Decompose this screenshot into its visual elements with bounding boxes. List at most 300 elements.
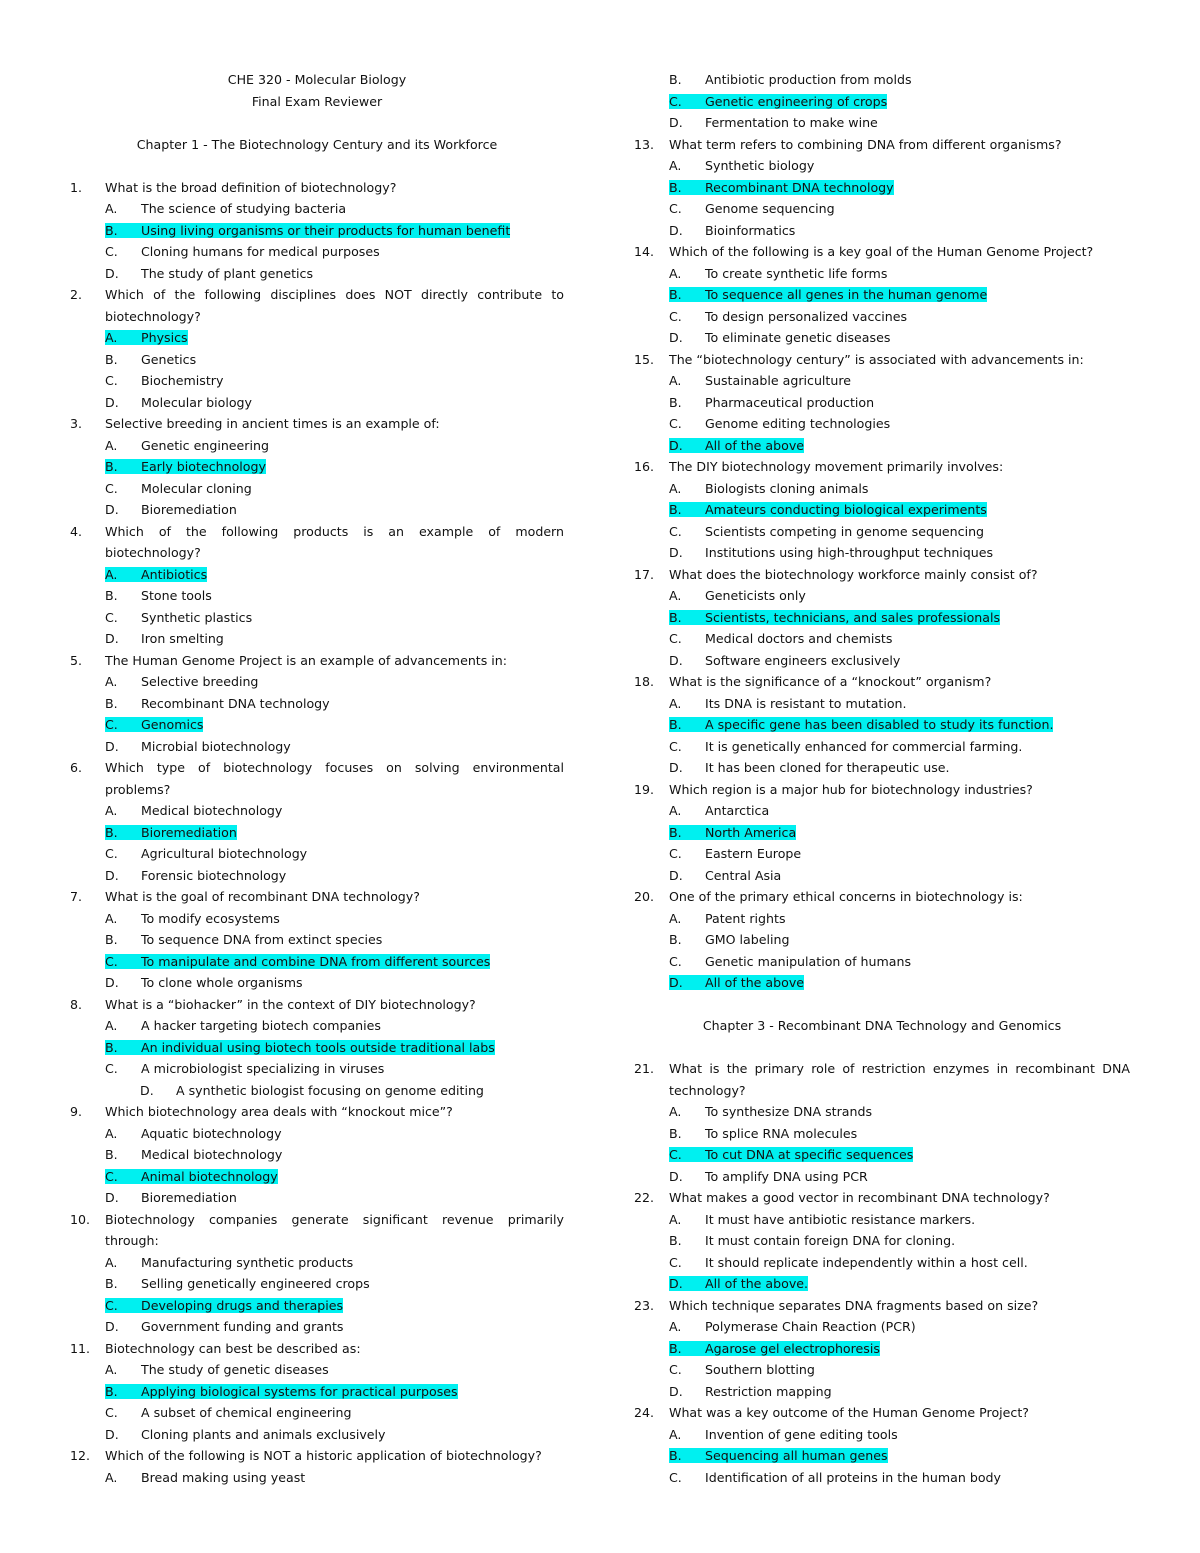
option-text: Genome editing technologies <box>705 416 891 431</box>
question-number: 5. <box>70 652 83 668</box>
option-letter: C. <box>105 717 118 732</box>
option <box>634 112 1130 134</box>
option <box>634 327 1130 349</box>
question <box>634 349 1130 371</box>
question-number: 11. <box>70 1340 91 1356</box>
option-letter: D. <box>669 437 683 453</box>
question-number: 18. <box>634 674 655 689</box>
question-text: Which type of biotechnology focuses on solving environmental problems? <box>105 760 564 797</box>
option <box>634 650 1130 672</box>
option-letter: B. <box>669 394 682 410</box>
option-answer <box>70 1381 564 1403</box>
option-text: Government funding and grants <box>141 1319 344 1334</box>
option-text: Animal biotechnology <box>141 1168 278 1184</box>
option-letter: A. <box>105 566 118 582</box>
option-text: It has been cloned for therapeutic use. <box>705 760 950 775</box>
option <box>70 908 564 930</box>
option <box>70 478 564 500</box>
option-letter: D. <box>669 1383 683 1399</box>
option-letter: B. <box>669 932 682 947</box>
question <box>70 994 564 1016</box>
question <box>634 134 1130 156</box>
option-answer <box>634 1445 1130 1467</box>
option-text: To cut DNA at specific sequences <box>705 1147 914 1162</box>
option-text: Applying biological systems for practical purposes <box>141 1383 458 1399</box>
option <box>70 1252 564 1274</box>
question-text: Biotechnology can best be described as: <box>105 1340 361 1356</box>
option-letter: B. <box>669 502 682 517</box>
question <box>634 1295 1130 1317</box>
question-number: 13. <box>634 136 655 152</box>
option-answer <box>70 714 564 736</box>
option-answer <box>70 1295 564 1317</box>
question-text: Which technique separates DNA fragments based on size? <box>669 1297 1039 1313</box>
option <box>634 585 1130 607</box>
option-letter: B. <box>105 1039 118 1055</box>
option <box>70 1424 564 1446</box>
option <box>70 693 564 715</box>
option <box>70 972 564 994</box>
option <box>634 757 1130 779</box>
option <box>634 155 1130 177</box>
option <box>634 521 1130 543</box>
option <box>634 1359 1130 1381</box>
question <box>70 757 564 800</box>
option-letter: C. <box>105 244 118 259</box>
option-letter: A. <box>105 674 118 689</box>
option-text: Developing drugs and therapies <box>141 1297 344 1313</box>
option-text: Recombinant DNA technology <box>141 695 330 711</box>
option-text: A specific gene has been disabled to study its function. <box>705 717 1054 732</box>
option-answer <box>634 435 1130 457</box>
option-letter: B. <box>669 287 682 302</box>
option-letter: C. <box>669 1254 682 1270</box>
option-text: Amateurs conducting biological experiments <box>705 502 987 517</box>
option-letter: A. <box>105 330 118 345</box>
option <box>70 392 564 414</box>
option-letter: B. <box>669 824 682 840</box>
option <box>70 263 564 285</box>
question-number: 24. <box>634 1405 655 1420</box>
question <box>634 1402 1130 1424</box>
question-number: 3. <box>70 416 83 431</box>
option-letter: D. <box>105 1190 119 1205</box>
option <box>634 1381 1130 1403</box>
option-answer <box>634 1144 1130 1166</box>
option <box>634 1123 1130 1145</box>
option-letter: B. <box>105 459 118 474</box>
option-answer <box>70 220 564 242</box>
option <box>634 413 1130 435</box>
question-number: 1. <box>70 179 83 195</box>
option-text: To modify ecosystems <box>141 910 280 926</box>
option <box>634 843 1130 865</box>
question-number: 22. <box>634 1190 655 1205</box>
question-text: The “biotechnology century” is associated with advancements in: <box>669 351 1084 367</box>
option-letter: C. <box>669 523 682 539</box>
option-letter: D. <box>669 1168 683 1184</box>
option-text: Eastern Europe <box>705 846 802 861</box>
option-letter: B. <box>105 695 118 711</box>
option <box>70 198 564 220</box>
option-text: To eliminate genetic diseases <box>705 330 891 345</box>
option-text: The science of studying bacteria <box>141 201 347 216</box>
option-letter: D. <box>105 1319 119 1334</box>
question <box>70 1445 564 1467</box>
question-number: 16. <box>634 459 655 474</box>
option-text: Scientists, technicians, and sales professionals <box>705 609 1001 625</box>
option-text: A subset of chemical engineering <box>141 1405 352 1420</box>
option-text: Biochemistry <box>141 373 224 388</box>
option-letter: A. <box>105 803 118 818</box>
option-text: Recombinant DNA technology <box>705 179 894 195</box>
option-letter: C. <box>669 846 682 861</box>
option <box>634 306 1130 328</box>
option-letter: C. <box>669 738 682 754</box>
option-letter: D. <box>105 265 119 281</box>
option-text: Synthetic biology <box>705 158 815 173</box>
option-letter: D. <box>105 1426 119 1442</box>
option-answer <box>70 1037 564 1059</box>
option-letter: D. <box>105 867 119 883</box>
option-text: Antibiotic production from molds <box>705 72 912 87</box>
option-letter: D. <box>140 1082 154 1098</box>
option-letter: C. <box>669 1362 682 1377</box>
option-text: Bioremediation <box>141 1190 237 1205</box>
option-letter: B. <box>669 1448 682 1463</box>
option <box>70 1144 564 1166</box>
option <box>634 929 1130 951</box>
option-letter: B. <box>105 588 118 603</box>
question <box>634 671 1130 693</box>
option-letter: C. <box>105 373 118 388</box>
option-letter: B. <box>105 351 118 367</box>
option-text: Central Asia <box>705 867 782 883</box>
question-number: 14. <box>634 244 655 259</box>
option-answer <box>634 972 1130 994</box>
option-answer <box>634 177 1130 199</box>
option-letter: C. <box>105 609 118 625</box>
option-letter: A. <box>669 265 682 281</box>
option <box>634 1316 1130 1338</box>
option-letter: B. <box>105 824 118 840</box>
option-text: Aquatic biotechnology <box>141 1125 282 1141</box>
question-text: Which biotechnology area deals with “knockout mice”? <box>105 1104 453 1119</box>
option-letter: A. <box>669 373 682 388</box>
question-text: Which region is a major hub for biotechnology industries? <box>669 781 1033 797</box>
option <box>70 585 564 607</box>
option-letter: D. <box>669 330 683 345</box>
option-text: All of the above <box>705 975 805 990</box>
option-letter: A. <box>105 1125 118 1141</box>
option-text: Fermentation to make wine <box>705 115 878 130</box>
option <box>634 198 1130 220</box>
option-text: Sequencing all human genes <box>705 1448 888 1463</box>
right-column <box>634 69 1130 1488</box>
option-letter: A. <box>105 1469 118 1485</box>
option-letter: D. <box>669 1276 683 1291</box>
option <box>634 478 1130 500</box>
option-answer <box>70 822 564 844</box>
question-text: The DIY biotechnology movement primarily involves: <box>669 459 1004 474</box>
option-letter: D. <box>669 867 683 883</box>
option <box>70 1402 564 1424</box>
question-number: 21. <box>634 1061 655 1076</box>
option <box>70 1359 564 1381</box>
option <box>70 1080 564 1102</box>
option-text: Cloning humans for medical purposes <box>141 244 380 259</box>
option-answer <box>70 327 564 349</box>
option-letter: D. <box>105 502 119 517</box>
option-letter: A. <box>669 480 682 496</box>
option-letter: B. <box>669 1233 682 1248</box>
option-text: North America <box>705 824 797 840</box>
option-text: A microbiologist specializing in viruses <box>141 1061 385 1076</box>
question <box>70 413 564 435</box>
option-text: To manipulate and combine DNA from different sources <box>141 953 491 969</box>
question-text: What makes a good vector in recombinant DNA technology? <box>669 1190 1050 1205</box>
option <box>634 736 1130 758</box>
option-text: It must contain foreign DNA for cloning. <box>705 1233 956 1248</box>
option-text: Pharmaceutical production <box>705 394 875 410</box>
question <box>634 1058 1130 1101</box>
option-letter: C. <box>669 631 682 646</box>
option <box>70 435 564 457</box>
option-text: It should replicate independently within a host cell. <box>705 1254 1028 1270</box>
option-letter: C. <box>669 201 682 216</box>
option-letter: C. <box>105 1405 118 1420</box>
option-text: Manufacturing synthetic products <box>141 1254 354 1270</box>
option-text: Genome sequencing <box>705 201 835 216</box>
option <box>634 693 1130 715</box>
option <box>70 1015 564 1037</box>
option <box>634 370 1130 392</box>
option <box>634 951 1130 973</box>
option-text: Forensic biotechnology <box>141 867 287 883</box>
option-answer <box>634 1338 1130 1360</box>
chapter-heading: Chapter 3 - Recombinant DNA Technology and Genomics <box>702 1018 1062 1033</box>
question-number: 19. <box>634 781 655 797</box>
option-text: Identification of all proteins in the human body <box>705 1469 1002 1485</box>
question-number: 20. <box>634 889 655 904</box>
option <box>70 671 564 693</box>
option-text: Polymerase Chain Reaction (PCR) <box>705 1319 916 1334</box>
question-number: 10. <box>70 1211 91 1227</box>
option-text: Restriction mapping <box>705 1383 832 1399</box>
question-number: 4. <box>70 523 83 539</box>
question-text: What term refers to combining DNA from different organisms? <box>669 136 1062 152</box>
option <box>634 392 1130 414</box>
question <box>634 886 1130 908</box>
option-text: Iron smelting <box>141 631 224 646</box>
option-text: Early biotechnology <box>141 459 266 474</box>
option <box>634 1101 1130 1123</box>
question <box>70 284 564 327</box>
option-text: To amplify DNA using PCR <box>705 1168 868 1184</box>
option-text: Cloning plants and animals exclusively <box>141 1426 386 1442</box>
question-text: What is the significance of a “knockout” organism? <box>669 674 992 689</box>
question-number: 8. <box>70 996 83 1012</box>
option-letter: A. <box>105 201 118 216</box>
option <box>70 736 564 758</box>
option-answer <box>70 564 564 586</box>
option-text: It is genetically enhanced for commercial farming. <box>705 738 1023 754</box>
option <box>634 1252 1130 1274</box>
option-letter: A. <box>669 1211 682 1227</box>
option-text: All of the above <box>705 437 805 453</box>
question-text: What does the biotechnology workforce mainly consist of? <box>669 566 1038 582</box>
option-text: To design personalized vaccines <box>705 308 908 324</box>
option-answer <box>634 284 1130 306</box>
option-answer <box>634 1273 1130 1295</box>
option-letter: A. <box>105 910 118 926</box>
option-letter: A. <box>669 588 682 603</box>
option-text: To splice RNA molecules <box>705 1125 858 1141</box>
question <box>70 1209 564 1252</box>
option-letter: A. <box>669 1319 682 1334</box>
option <box>634 628 1130 650</box>
question <box>70 650 564 672</box>
option-text: Selective breeding <box>141 674 259 689</box>
option-letter: C. <box>105 480 118 496</box>
option-letter: D. <box>105 738 119 754</box>
option-text: Bioinformatics <box>705 222 796 238</box>
option-text: To clone whole organisms <box>141 975 303 990</box>
option <box>70 1467 564 1489</box>
option-letter: A. <box>669 803 682 818</box>
question-number: 17. <box>634 566 655 582</box>
option-letter: A. <box>669 910 682 926</box>
option-letter: A. <box>105 1362 118 1377</box>
option-letter: D. <box>669 760 683 775</box>
option-letter: B. <box>669 1340 682 1356</box>
question-text: Biotechnology companies generate significant revenue primarily through: <box>105 1211 564 1248</box>
question-text: What is the goal of recombinant DNA technology? <box>105 889 420 904</box>
question <box>70 521 564 564</box>
option <box>70 607 564 629</box>
option-letter: D. <box>669 652 683 668</box>
question-number: 2. <box>70 287 83 302</box>
option-text: GMO labeling <box>705 932 790 947</box>
option <box>634 865 1130 887</box>
option-answer <box>634 714 1130 736</box>
option-text: Medical biotechnology <box>141 1147 283 1162</box>
option-letter: D. <box>669 545 683 560</box>
option-letter: B. <box>669 72 682 87</box>
question <box>634 456 1130 478</box>
option-text: To sequence DNA from extinct species <box>141 932 383 947</box>
question <box>634 241 1130 263</box>
option-letter: A. <box>669 695 682 711</box>
question-text: Selective breeding in ancient times is an example of: <box>105 416 440 431</box>
option-letter: C. <box>669 953 682 969</box>
option <box>70 1273 564 1295</box>
option <box>634 69 1130 91</box>
option-letter: B. <box>669 717 682 732</box>
option-letter: C. <box>669 1469 682 1485</box>
option-text: The study of plant genetics <box>141 265 314 281</box>
option-text: A hacker targeting biotech companies <box>141 1018 381 1033</box>
option-letter: B. <box>105 1147 118 1162</box>
option-text: Physics <box>141 330 188 345</box>
option-letter: D. <box>105 975 119 990</box>
question-text: Which of the following is a key goal of the Human Genome Project? <box>669 244 1094 259</box>
question <box>70 177 564 199</box>
option-letter: D. <box>105 631 119 646</box>
option-text: Genetic engineering <box>141 437 269 453</box>
option-text: Molecular cloning <box>141 480 252 496</box>
option-text: Microbial biotechnology <box>141 738 291 754</box>
option-text: Genetic manipulation of humans <box>705 953 912 969</box>
option <box>634 908 1130 930</box>
option-letter: C. <box>669 1147 682 1162</box>
option-letter: C. <box>669 308 682 324</box>
left-column <box>70 69 564 1488</box>
option-text: Stone tools <box>141 588 212 603</box>
option-answer <box>634 822 1130 844</box>
option-text: Genetics <box>141 351 197 367</box>
option-text: Antarctica <box>705 803 770 818</box>
question-text: What was a key outcome of the Human Genome Project? <box>669 1405 1029 1420</box>
option-text: Bioremediation <box>141 824 237 840</box>
option-letter: A. <box>669 1104 682 1119</box>
option-text: Synthetic plastics <box>141 609 253 625</box>
option-text: Scientists competing in genome sequencing <box>705 523 985 539</box>
option-text: Southern blotting <box>705 1362 815 1377</box>
question-number: 9. <box>70 1104 83 1119</box>
question-number: 23. <box>634 1297 655 1313</box>
option <box>70 499 564 521</box>
question-text: What is the primary role of restriction enzymes in recombinant DNA technology? <box>669 1061 1130 1098</box>
option-text: Patent rights <box>705 910 786 926</box>
option-text: Geneticists only <box>705 588 806 603</box>
option-letter: C. <box>105 1297 118 1313</box>
option-text: Agricultural biotechnology <box>141 846 308 861</box>
option-letter: C. <box>669 416 682 431</box>
option-letter: D. <box>669 222 683 238</box>
option <box>70 1187 564 1209</box>
option-text: Sustainable agriculture <box>705 373 851 388</box>
question-number: 15. <box>634 351 655 367</box>
option-letter: C. <box>105 1168 118 1184</box>
option <box>634 1166 1130 1188</box>
option-letter: A. <box>105 1018 118 1033</box>
option <box>70 628 564 650</box>
option-text: Selling genetically engineered crops <box>141 1276 370 1291</box>
option-text: Genetic engineering of crops <box>705 93 888 109</box>
question <box>70 886 564 908</box>
option-letter: B. <box>105 1276 118 1291</box>
option-text: Its DNA is resistant to mutation. <box>705 695 907 711</box>
question-text: Which of the following disciplines does NOT directly contribute to biotechnology? <box>105 287 564 324</box>
option-letter: B. <box>669 179 682 195</box>
option-letter: B. <box>105 222 118 238</box>
course-title: CHE 320 - Molecular Biology <box>227 72 407 87</box>
option-text: Software engineers exclusively <box>705 652 901 668</box>
option <box>634 1230 1130 1252</box>
option-text: An individual using biotech tools outside traditional labs <box>141 1039 495 1055</box>
option-answer <box>70 951 564 973</box>
option-letter: B. <box>669 1125 682 1141</box>
option <box>634 800 1130 822</box>
option-text: Biologists cloning animals <box>705 480 869 496</box>
option <box>634 263 1130 285</box>
question-text: What is the broad definition of biotechnology? <box>105 179 397 195</box>
question <box>70 1338 564 1360</box>
option <box>70 800 564 822</box>
option-text: It must have antibiotic resistance markers. <box>705 1211 976 1227</box>
option-text: Molecular biology <box>141 394 252 410</box>
